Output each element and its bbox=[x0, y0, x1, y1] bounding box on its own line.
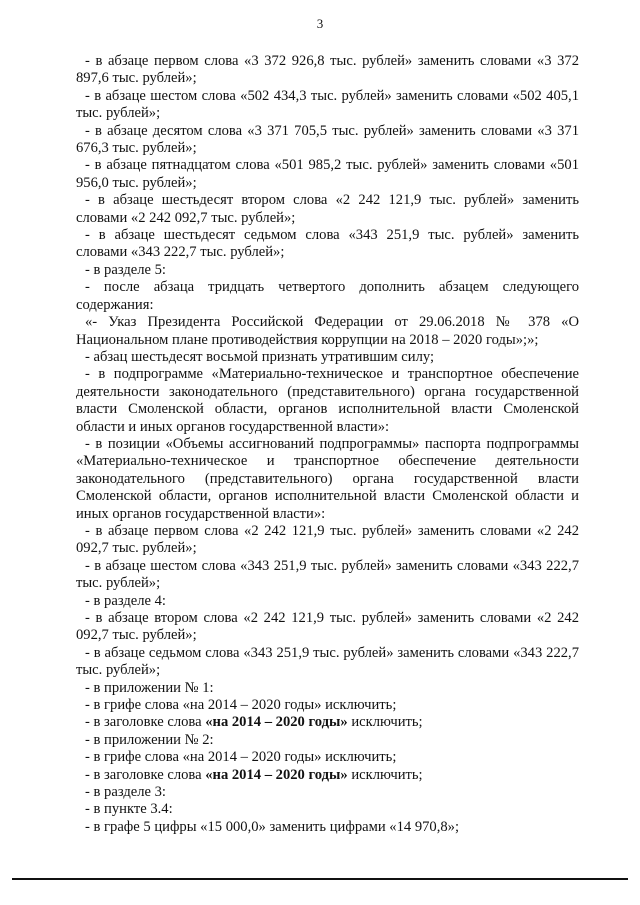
paragraph: - абзац шестьдесят восьмой признать утратившим силу; bbox=[85, 348, 435, 365]
paragraph: - в разделе 3: bbox=[85, 784, 166, 801]
paragraph bbox=[76, 714, 579, 731]
document-body bbox=[76, 53, 579, 836]
paragraph: - в абзаце шестьдесят втором слова «2 242 121,9 тыс. рублей» заменить словами «2 242 092,7 тыс. рублей»; bbox=[76, 192, 579, 226]
paragraph: - в графе 5 цифры «15 000,0» заменить цифрами «14 970,8»; bbox=[85, 818, 460, 835]
paragraph: - в пункте 3.4: bbox=[85, 801, 173, 818]
paragraph: - в абзаце шестом слова «343 251,9 тыс. рублей» заменить словами «343 222,7 тыс. рублей»; bbox=[76, 557, 579, 592]
paragraph: - в абзаце десятом слова «3 371 705,5 тыс. рублей» заменить словами «3 371 676,3 тыс. рублей»; bbox=[76, 122, 579, 157]
paragraph: - в грифе слова «на 2014 – 2020 годы» исключить; bbox=[85, 697, 397, 714]
paragraph: - в разделе 5: bbox=[85, 261, 166, 278]
paragraph: - в позиции «Объемы ассигнований подпрограммы» паспорта подпрограммы «Материально-техническое и транспортное обеспечение деятельности законодательного (представительного) органа государственной власти Смоленской области, органов исполнительной власти Смоленской области и иных органов государственной власти»: bbox=[76, 435, 579, 522]
paragraph: - в абзаце шестом слова «502 434,3 тыс. рублей» заменить словами «502 405,1 тыс. рублей»; bbox=[76, 87, 579, 122]
paragraph: - в абзаце втором слова «2 242 121,9 тыс. рублей» заменить словами «2 242 092,7 тыс. рублей»; bbox=[76, 610, 579, 644]
paragraph-text: исключить; bbox=[347, 766, 423, 783]
paragraph: - в грифе слова «на 2014 – 2020 годы» исключить; bbox=[85, 749, 397, 766]
paragraph: - в подпрограмме «Материально-техническое и транспортное обеспечение деятельности законодательного (представительного) органа государственной власти Смоленской области, органов исполнительной власти Смоленской области и иных органов государственной власти»: bbox=[76, 366, 579, 435]
paragraph-text: исключить; bbox=[347, 714, 423, 731]
paragraph: - после абзаца тридцать четвертого дополнить абзацем следующего содержания: bbox=[76, 279, 579, 313]
paragraph: - в абзаце первом слова «2 242 121,9 тыс. рублей» заменить словами «2 242 092,7 тыс. рублей»; bbox=[76, 522, 579, 557]
paragraph: - в приложении № 1: bbox=[85, 679, 214, 696]
paragraph bbox=[76, 767, 579, 784]
paragraph: - в абзаце шестьдесят седьмом слова «343 251,9 тыс. рублей» заменить словами «343 222,7 тыс. рублей»; bbox=[76, 227, 579, 261]
bold-text: «на 2014 – 2020 годы» bbox=[205, 714, 348, 731]
paragraph: - в приложении № 2: bbox=[85, 731, 214, 748]
bottom-rule bbox=[12, 878, 628, 880]
bold-text: «на 2014 – 2020 годы» bbox=[205, 766, 348, 783]
paragraph: - в абзаце седьмом слова «343 251,9 тыс. рублей» заменить словами «343 222,7 тыс. рублей»; bbox=[76, 644, 579, 679]
paragraph: - в разделе 4: bbox=[85, 592, 166, 609]
paragraph: - в абзаце первом слова «3 372 926,8 тыс. рублей» заменить словами «3 372 897,6 тыс. рублей»; bbox=[76, 53, 579, 87]
paragraph: «- Указ Президента Российской Федерации от 29.06.2018 № 378 «О Национальном плане противодействия коррупции на 2018 – 2020 годы»;»; bbox=[76, 314, 579, 348]
page-number: 3 bbox=[316, 16, 324, 31]
paragraph-text: - в заголовке слова bbox=[85, 714, 206, 731]
paragraph: - в абзаце пятнадцатом слова «501 985,2 тыс. рублей» заменить словами «501 956,0 тыс. рублей»; bbox=[76, 157, 579, 191]
paragraph-text: - в заголовке слова bbox=[85, 766, 206, 783]
